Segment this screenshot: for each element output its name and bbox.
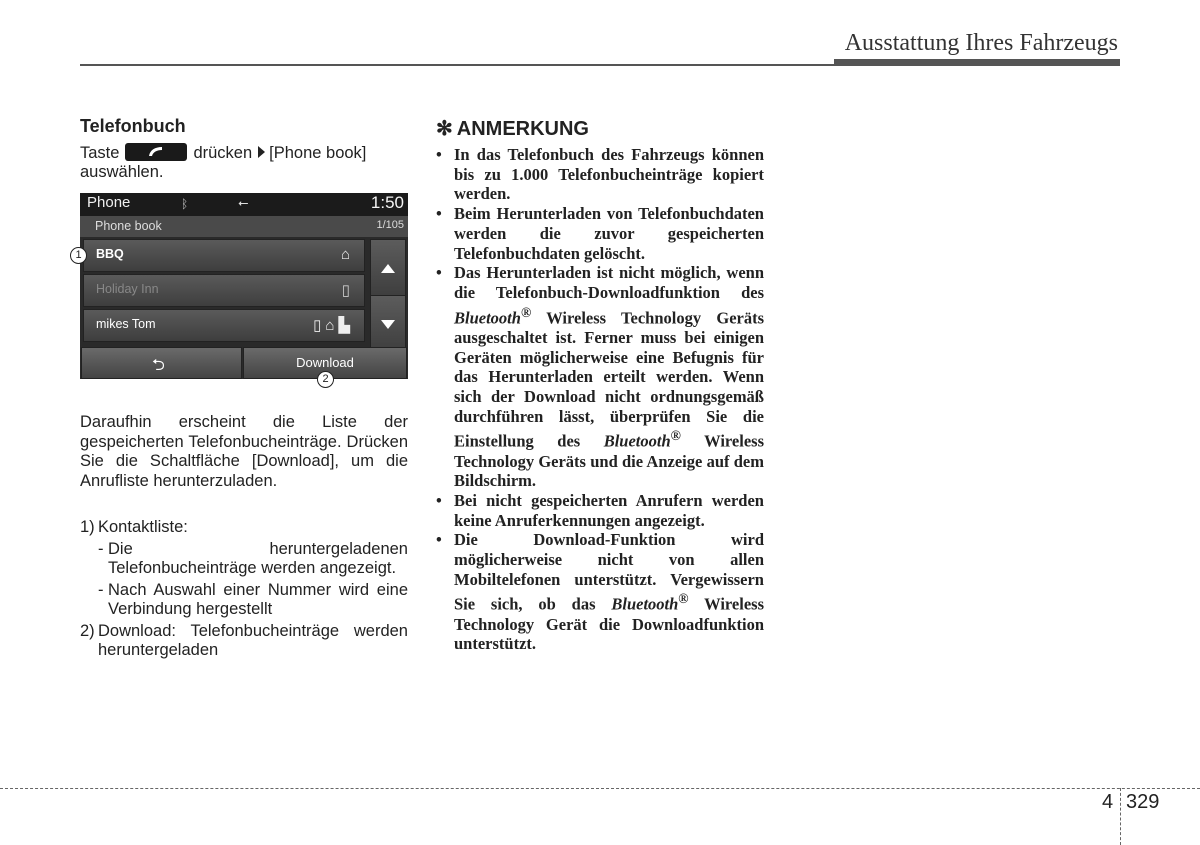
phonebook-label: Phone book	[95, 219, 162, 233]
arrow-down-icon	[381, 320, 395, 329]
note-bullet: • Bei nicht gespeicherten Anrufern werden keine Anruferkennungen angezeigt.	[436, 491, 764, 530]
contact-name: Holiday Inn	[96, 282, 159, 296]
phonebook-screen	[80, 193, 408, 379]
contact-name: mikes Tom	[96, 317, 156, 331]
footer-dashed-line	[0, 788, 1200, 789]
instruction-suffix: [Phone book]	[269, 143, 367, 162]
list-item	[80, 622, 408, 661]
list-label: Kontaktliste:	[98, 518, 188, 536]
note-bullet: • Das Herunterladen ist nicht möglich, wenn die Telefonbuch-Downloadfunktion des Bluetooth® Wireless Technology Geräts ausgeschaltet ist. Ferner muss bei einigen Geräten möglicherweise eine Befugnis für das Herunterladen erteilt werden. Wenn sich der Download nicht ordnungsgemäß durchführen lässt, überprüfen Sie die Einstellung des Bluetooth® Wireless Technology Geräts und die Anzeige auf dem Bildschirm.	[436, 263, 764, 491]
sub-item: - Nach Auswahl einer Nummer wird eine Verbindung hergestellt	[98, 580, 408, 618]
instruction	[80, 143, 408, 183]
status-bar	[80, 193, 408, 216]
arrow-right-icon	[258, 146, 265, 158]
bluetooth-icon: ᛒ	[181, 197, 189, 211]
note-bullet: • In das Telefonbuch des Fahrzeugs können bis zu 1.000 Telefonbucheinträge kopiert werden.	[436, 145, 764, 204]
contact-name: BBQ	[96, 247, 124, 261]
mobile-home-office-icons: ▯⌂▙	[313, 317, 354, 334]
contact-row[interactable]	[83, 274, 365, 307]
instruction-prefix: Taste	[80, 143, 120, 162]
sub-item: - Die heruntergeladenen Telefonbucheinträge werden angezeigt.	[98, 539, 408, 577]
screen-title: Phone	[87, 194, 131, 211]
page-number: 329	[1126, 791, 1160, 813]
contact-row[interactable]	[83, 239, 365, 272]
description-paragraph: Daraufhin erscheint die Liste der gespeicherten Telefonbucheinträge. Drücken Sie die Schaltfläche [Download], um die Anrufliste herunterzuladen.	[80, 413, 408, 490]
footer-dashed-divider	[1120, 788, 1121, 845]
instruction-line2: auswählen.	[80, 163, 164, 181]
running-header-title: Ausstattung Ihres Fahrzeugs	[844, 30, 1118, 56]
sub-item-text: Die heruntergeladenen Telefonbucheinträge werden angezeigt.	[108, 539, 408, 577]
list-number: 1)	[80, 518, 95, 536]
note-title-text: ANMERKUNG	[456, 118, 589, 140]
contact-row[interactable]	[83, 309, 365, 342]
entry-count: 1/105	[376, 219, 404, 231]
clock: 1:50	[370, 193, 404, 212]
note-box	[436, 116, 764, 654]
download-label: Download	[296, 355, 354, 370]
note-title	[436, 116, 764, 141]
list-text: Download: Telefonbucheinträge werden heruntergeladen	[98, 621, 408, 659]
arrow-up-icon	[381, 264, 395, 273]
back-icon: ⮌	[152, 357, 165, 374]
back-button[interactable]	[81, 347, 242, 379]
callout-2: 2	[317, 371, 334, 388]
left-column	[80, 117, 408, 183]
usb-icon: ⭠	[238, 195, 249, 210]
callout-1: 1	[70, 247, 87, 264]
note-bullet: • Beim Herunterladen von Telefonbuchdaten werden die zuvor gespeicherten Telefonbuchdaten gelöscht.	[436, 204, 764, 263]
phone-key-icon	[125, 143, 187, 161]
mobile-icon: ▯	[341, 282, 354, 299]
legend-list	[80, 518, 408, 661]
sub-item-text: Nach Auswahl einer Nummer wird eine Verbindung hergestellt	[108, 580, 408, 618]
subheader	[80, 216, 408, 237]
home-icon: ⌂	[340, 246, 354, 263]
list-number: 2)	[80, 621, 95, 640]
header-accent-bar	[834, 59, 1120, 66]
list-item	[80, 518, 408, 538]
section-title: Telefonbuch	[80, 116, 186, 136]
note-bullet: • Die Download-Funktion wird möglicherweise nicht von allen Mobiltelefonen unterstützt. Vergewissern Sie sich, ob das Bluetooth® Wireless Technology Gerät die Downloadfunktion unterstützt.	[436, 530, 764, 654]
chapter-number: 4	[1102, 791, 1114, 813]
asterisk-icon: ✻	[436, 118, 453, 140]
scroll-up-button[interactable]	[370, 239, 406, 301]
instruction-mid: drücken	[193, 143, 253, 162]
